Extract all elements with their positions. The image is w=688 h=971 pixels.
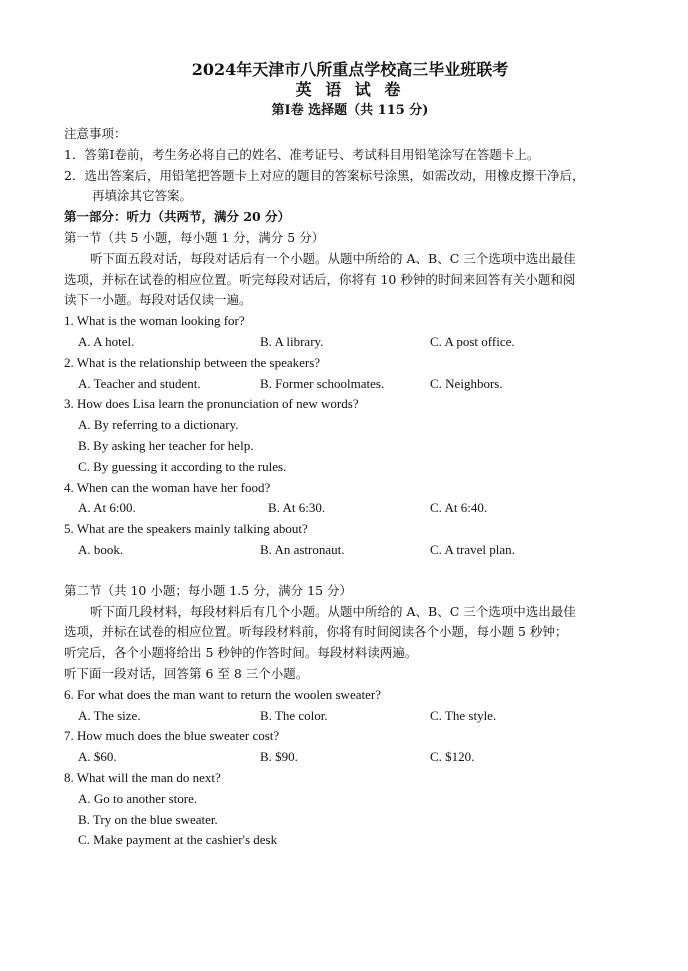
section2-instruction-2: 选项，并标在试卷的相应位置。听每段材料前，你将有时间阅读各个小题，每小题 5 秒钟； — [64, 624, 568, 640]
question-6-options — [64, 706, 636, 727]
exam-title: 2024年天津市八所重点学校高三毕业班联考 — [191, 60, 509, 79]
question-4-options — [64, 498, 636, 519]
question-5-options — [64, 540, 636, 561]
question-1: 1. What is the woman looking for? — [64, 313, 245, 329]
option-a: A. A hotel. — [78, 333, 135, 349]
option-b: B. By asking her teacher for help. — [78, 437, 254, 453]
question-5: 5. What are the speakers mainly talking about? — [64, 521, 308, 537]
option-c: C. $120. — [430, 749, 475, 765]
question-2-options — [64, 374, 636, 395]
option-a: A. $60. — [78, 749, 117, 765]
question-6: 6. For what does the man want to return the woolen sweater? — [64, 686, 381, 702]
section2-instruction-1: 听下面几段材料，每段材料后有几个小题。从题中所给的 A、B、C 三个选项中选出最佳 — [90, 603, 576, 619]
option-c: C. Neighbors. — [430, 375, 503, 391]
section2-lead: 听下面一段对话，回答第 6 至 8 三个小题。 — [64, 665, 309, 681]
question-3: 3. How does Lisa learn the pronunciation of new words? — [64, 396, 359, 412]
option-c: C. A travel plan. — [430, 541, 515, 557]
question-1-options — [64, 332, 636, 353]
exam-subtitle: 英 语 试 卷 — [295, 80, 405, 99]
option-c: C. By guessing it according to the rules. — [78, 458, 287, 474]
notes-item-2b: 再填涂其它答案。 — [92, 188, 193, 204]
option-b: B. Former schoolmates. — [260, 375, 385, 391]
option-b: B. A library. — [260, 333, 324, 349]
option-b: B. An astronaut. — [260, 541, 345, 557]
question-7: 7. How much does the blue sweater cost? — [64, 728, 280, 744]
notes-item-2a: 2．选出答案后，用铅笔把答题卡上对应的题目的答案标号涂黑，如需改动，用橡皮擦干净后， — [64, 167, 585, 183]
notes-item-1: 1．答第Ⅰ卷前，考生务必将自己的姓名、准考证号、考试科目用铅笔涂写在答题卡上。 — [64, 146, 540, 162]
option-a: A. Teacher and student. — [78, 375, 201, 391]
option-b: B. Try on the blue sweater. — [78, 811, 218, 827]
option-b: B. At 6:30. — [268, 500, 326, 516]
section1-instruction-2: 选项，并标在试卷的相应位置。听完每段对话后，你将有 10 秒钟的时间来回答有关小题和阅 — [64, 271, 576, 287]
option-a: A. book. — [78, 541, 124, 557]
section-gap — [64, 561, 636, 581]
option-c: C. At 6:40. — [430, 500, 488, 516]
option-c: C. Make payment at the cashier's desk — [78, 832, 278, 848]
option-c: C. A post office. — [430, 333, 515, 349]
section1-instruction-3: 读下一小题。每段对话仅读一遍。 — [64, 292, 252, 308]
question-8: 8. What will the man do next? — [64, 769, 221, 785]
question-7-options — [64, 747, 636, 768]
option-c: C. The style. — [430, 707, 497, 723]
question-4: 4. When can the woman have her food? — [64, 479, 271, 495]
notes-heading: 注意事项： — [64, 126, 127, 141]
option-a: A. Go to another store. — [78, 790, 198, 806]
section2-instruction-3: 听完后，各个小题将给出 5 秒钟的作答时间。每段材料读两遍。 — [64, 645, 418, 661]
option-b: B. $90. — [260, 749, 298, 765]
option-b: B. The color. — [260, 707, 328, 723]
part-header: 第Ⅰ卷 选择题（共 115 分) — [271, 103, 429, 118]
section1-subheading: 第一节（共 5 小题，每小题 1 分，满分 5 分） — [64, 229, 325, 245]
option-a: A. By referring to a dictionary. — [78, 417, 239, 433]
option-a: A. At 6:00. — [78, 500, 136, 516]
section1-heading: 第一部分：听力（共两节，满分 20 分） — [64, 209, 291, 225]
option-a: A. The size. — [78, 707, 141, 723]
section2-subheading: 第二节（共 10 小题；每小题 1.5 分，满分 15 分） — [64, 582, 353, 598]
section1-instruction-1: 听下面五段对话，每段对话后有一个小题。从题中所给的 A、B、C 三个选项中选出最佳 — [90, 250, 576, 266]
question-2: 2. What is the relationship between the speakers? — [64, 354, 321, 370]
